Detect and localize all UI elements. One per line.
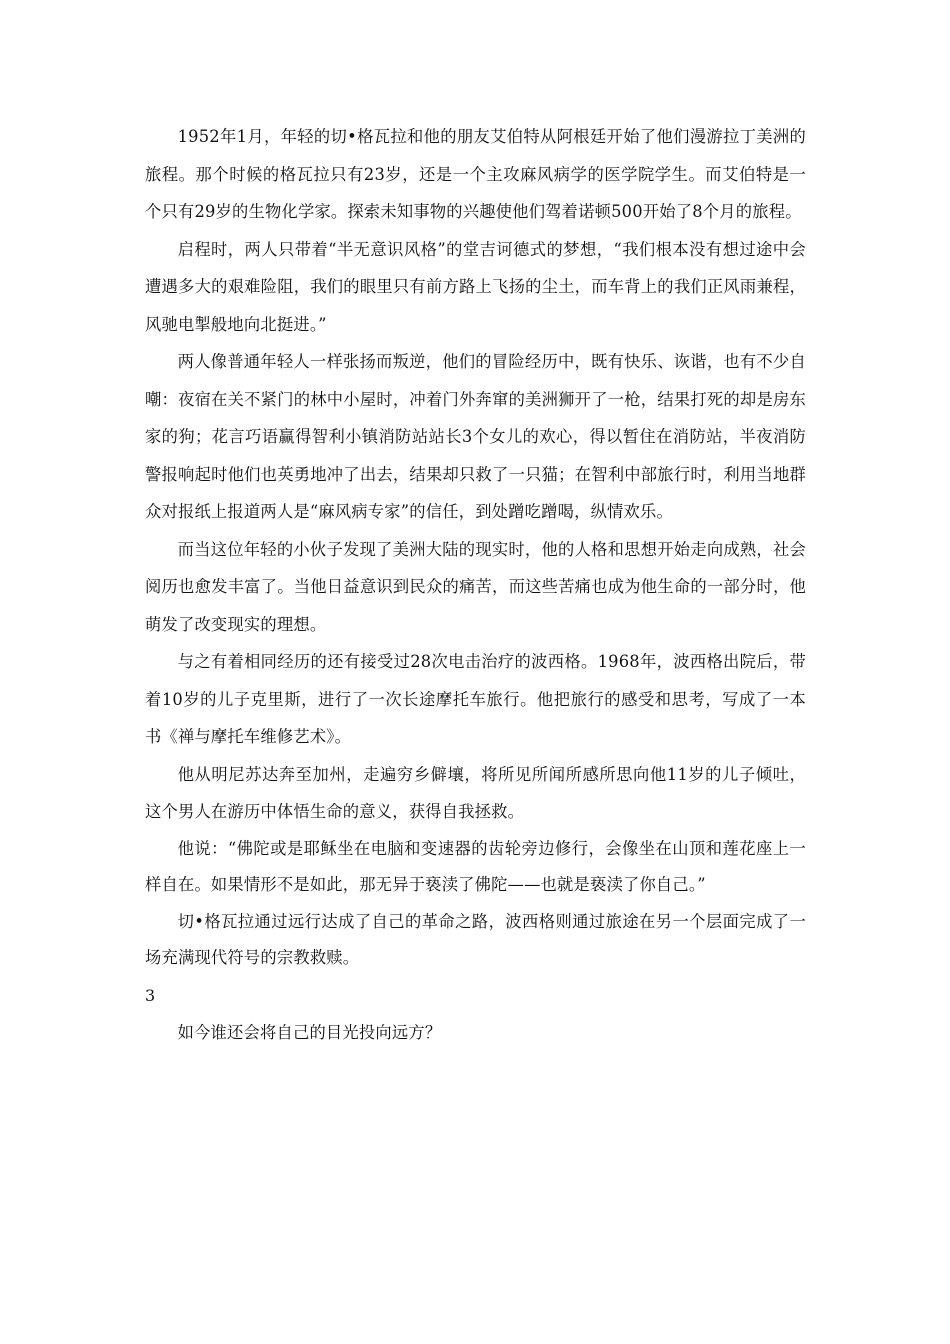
paragraph-comparison: 切•格瓦拉通过远行达成了自己的革命之路，波西格则通过旅途在另一个层面完成了一场充满现代符号的宗教救赎。 [145,911,806,967]
paragraph-pirsig-travel: 他从明尼苏达奔至加州，走遍穷乡僻壤，将所见所闻所感所思向他11岁的儿子倾吐，这个男人在游历中体悟生命的意义，获得自我拯救。 [145,764,806,821]
paragraph-guevara-journey: 1952年1月，年轻的切•格瓦拉和他的朋友艾伯特从阿根廷开始了他们漫游拉丁美洲的旅程。那个时候的格瓦拉只有23岁，还是一个主攻麻风病学的医学院学生。而艾伯特是一个只有29岁的生物化学家。探索未知事物的兴趣使他们驾着诺顿500开始了8个月的旅程。 [145,127,806,221]
paragraph-departure: 启程时，两人只带着“半无意识风格”的堂吉诃德式的梦想，“我们根本没有想过途中会遭遇多大的艰难险阻，我们的眼里只有前方路上飞扬的尘土，而车背上的我们正风雨兼程，风驰电掣般地向北挺进。” [145,239,806,334]
paragraph-maturity: 而当这位年轻的小伙子发现了美洲大陆的现实时，他的人格和思想开始走向成熟，社会阅历也愈发丰富了。当他日益意识到民众的痛苦，而这些苦痛也成为他生命的一部分时，他萌发了改变现实的理想。 [145,539,806,634]
article-body [145,118,806,1051]
paragraph-adventures: 两人像普通年轻人一样张扬而叛逆，他们的冒险经历中，既有快乐、诙谐，也有不少自嘲：夜宿在关不紧门的林中小屋时，冲着门外奔窜的美洲狮开了一枪，结果打死的却是房东家的狗；花言巧语赢得智利小镇消防站站长3个女儿的欢心，得以暂住在消防站，半夜消防警报响起时他们也英勇地冲了出去，结果却只救了一只猫；在智利中部旅行时，利用当地群众对报纸上报道两人是“麻风病专家”的信任，到处蹭吃蹭喝，纵情欢乐。 [145,352,806,521]
paragraph-pirsig: 与之有着相同经历的还有接受过28次电击治疗的波西格。1968年，波西格出院后，带着10岁的儿子克里斯，进行了一次长途摩托车旅行。他把旅行的感受和思考，写成了一本书《禅与摩托车维修艺术》。 [145,652,806,746]
paragraph-quote: 他说：“佛陀或是耶稣坐在电脑和变速器的齿轮旁边修行，会像坐在山顶和莲花座上一样自在。如果情形不是如此，那无异于亵渎了佛陀——也就是亵渎了你自己。” [145,838,806,894]
paragraph-closing-question: 如今谁还会将自己的目光投向远方？ [177,1022,442,1042]
section-number: 3 [145,985,156,1005]
